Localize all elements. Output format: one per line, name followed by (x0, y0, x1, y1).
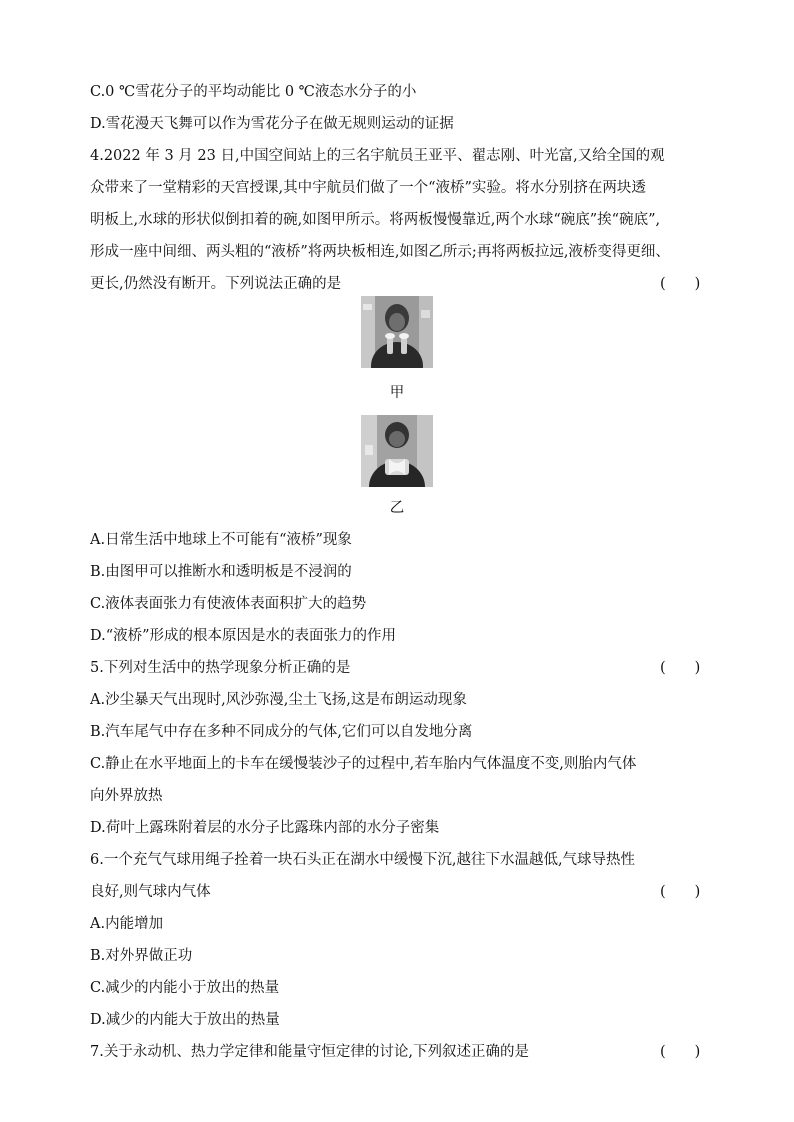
figure-b-caption: 乙 (389, 500, 405, 516)
q4-stem-line-1: 4.2022 年 3 月 23 日,中国空间站上的三名宇航员王亚平、翟志刚、叶光富,又给全国的观 (90, 148, 665, 164)
q4-answer-paren: ( ) (660, 276, 701, 292)
q7-answer-paren: ( ) (660, 1044, 701, 1060)
q4-option-b: B.由图甲可以推断水和透明板是不浸润的 (90, 564, 352, 580)
figure-a-caption: 甲 (389, 385, 405, 401)
q3-option-d: D.雪花漫天飞舞可以作为雪花分子在做无规则运动的证据 (90, 116, 454, 132)
q6-option-d: D.减少的内能大于放出的热量 (90, 1012, 280, 1028)
figure-b-photo (361, 415, 433, 487)
q5-option-d: D.荷叶上露珠附着层的水分子比露珠内部的水分子密集 (90, 820, 440, 836)
q4-option-a: A.日常生活中地球上不可能有“液桥”现象 (90, 532, 352, 548)
q4-stem-line-2: 众带来了一堂精彩的天宫授课,其中宇航员们做了一个“液桥”实验。将水分别挤在两块透 (90, 180, 646, 196)
q5-option-c-line-1: C.静止在水平地面上的卡车在缓慢装沙子的过程中,若车胎内气体温度不变,则胎内气体 (90, 756, 637, 772)
q6-option-c: C.减少的内能小于放出的热量 (90, 980, 280, 996)
q6-stem-line-2: 良好,则气球内气体 (90, 884, 211, 900)
q5-stem: 5.下列对生活中的热学现象分析正确的是 (90, 660, 351, 676)
q6-option-b: B.对外界做正功 (90, 948, 193, 964)
q6-answer-paren: ( ) (660, 884, 701, 900)
q5-option-b: B.汽车尾气中存在多种不同成分的气体,它们可以自发地分离 (90, 724, 473, 740)
q4-stem-line-4: 形成一座中间细、两头粗的“液桥”将两块板相连,如图乙所示;再将两板拉远,液桥变得更细、 (90, 244, 670, 260)
q4-option-c: C.液体表面张力有使液体表面积扩大的趋势 (90, 596, 367, 612)
q7-stem: 7.关于永动机、热力学定律和能量守恒定律的讨论,下列叙述正确的是 (90, 1044, 529, 1060)
q3-option-c: C.0 ℃雪花分子的平均动能比 0 ℃液态水分子的小 (90, 84, 417, 100)
q5-answer-paren: ( ) (660, 660, 701, 676)
q4-option-d: D.“液桥”形成的根本原因是水的表面张力的作用 (90, 628, 397, 644)
q5-option-a: A.沙尘暴天气出现时,风沙弥漫,尘土飞扬,这是布朗运动现象 (90, 692, 467, 708)
q4-stem-line-3: 明板上,水球的形状似倒扣着的碗,如图甲所示。将两板慢慢靠近,两个水球“碗底”挨“碗底”, (90, 212, 661, 228)
q6-option-a: A.内能增加 (90, 916, 164, 932)
q6-stem-line-1: 6.一个充气气球用绳子拴着一块石头正在湖水中缓慢下沉,越往下水温越低,气球导热性 (90, 852, 636, 868)
q5-option-c-line-2: 向外界放热 (90, 788, 163, 804)
figure-a-photo (361, 296, 433, 368)
q4-stem-line-5: 更长,仍然没有断开。下列说法正确的是 (90, 276, 342, 292)
